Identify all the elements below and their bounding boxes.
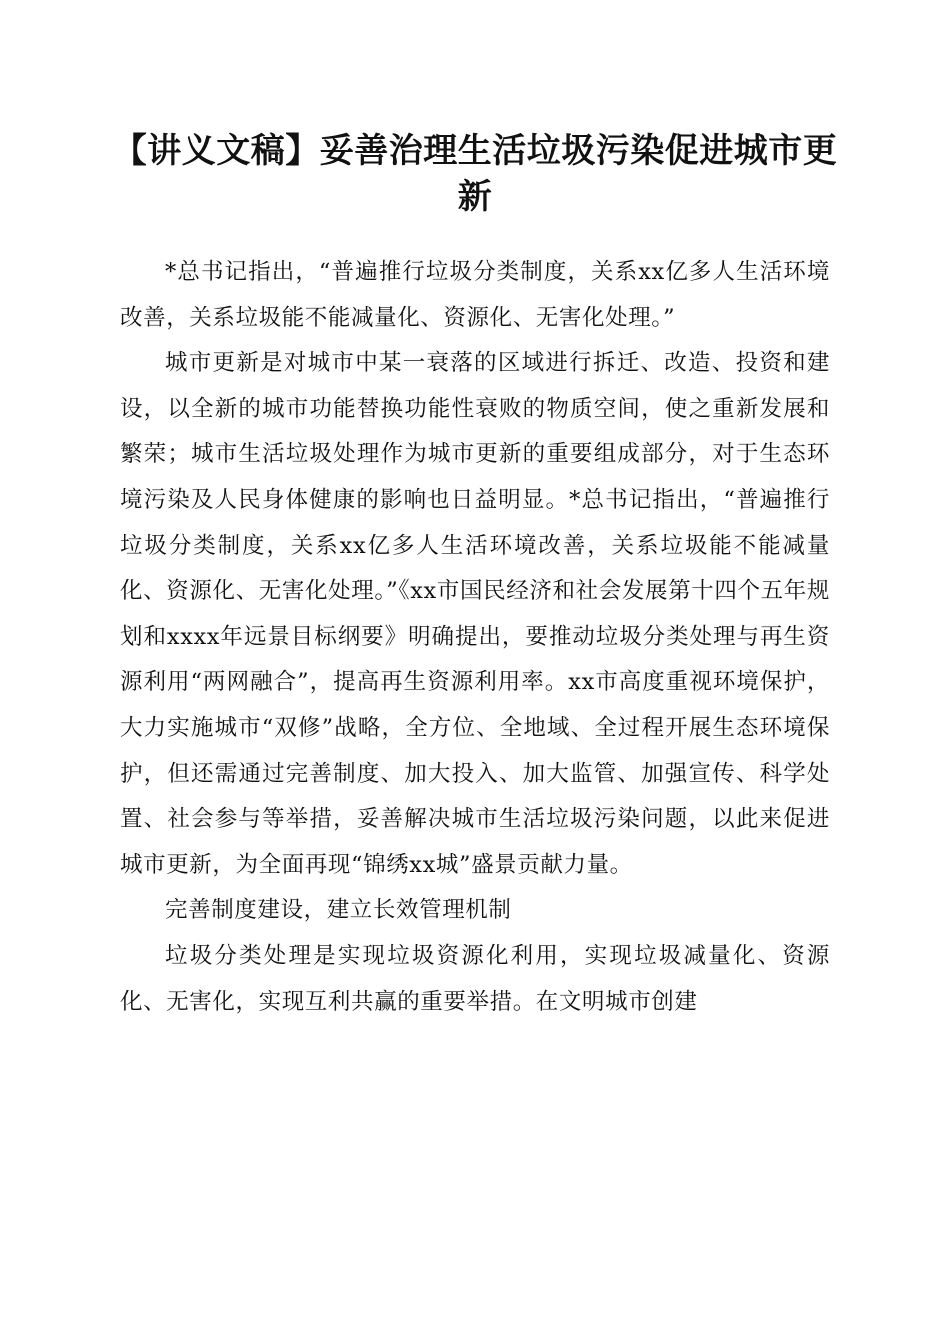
paragraph-quote: *总书记指出，“普遍推行垃圾分类制度，关系xx亿多人生活环境改善，关系垃圾能不能减量化、资源化、无害化处理。”: [120, 259, 830, 331]
document-body: [120, 250, 830, 1025]
section-heading: 完善制度建设，建立长效管理机制: [165, 897, 512, 924]
document-title: 【讲义文稿】妥善治理生活垃圾污染促进城市更新: [112, 131, 838, 217]
paragraph-intro: 城市更新是对城市中某一衰落的区域进行拆迁、改造、投资和建设，以全新的城市功能替换功能性衰败的物质空间，使之重新发展和繁荣；城市生活垃圾处理作为城市更新的重要组成部分，对于生态环境污染及人民身体健康的影响也日益明显。*总书记指出，“普遍推行垃圾分类制度，关系xx亿多人生活环境改善，关系垃圾能不能减量化、资源化、无害化处理。”《xx市国民经济和社会发展第十四个五年规划和xxxx年远景目标纲要》明确提出，要推动垃圾分类处理与再生资源利用“两网融合”，提高再生资源利用率。xx市高度重视环境保护，大力实施城市“双修”战略，全方位、全地域、全过程开展生态环境保护，但还需通过完善制度、加大投入、加大监管、加强宣传、科学处置、社会参与等举措，妥善解决城市生活垃圾污染问题，以此来促进城市更新，为全面再现“锦绣xx城”盛景贡献力量。: [120, 350, 830, 878]
paragraph-section-body: 垃圾分类处理是实现垃圾资源化利用，实现垃圾减量化、资源化、无害化，实现互利共赢的重要举措。在文明城市创建: [120, 942, 830, 1015]
